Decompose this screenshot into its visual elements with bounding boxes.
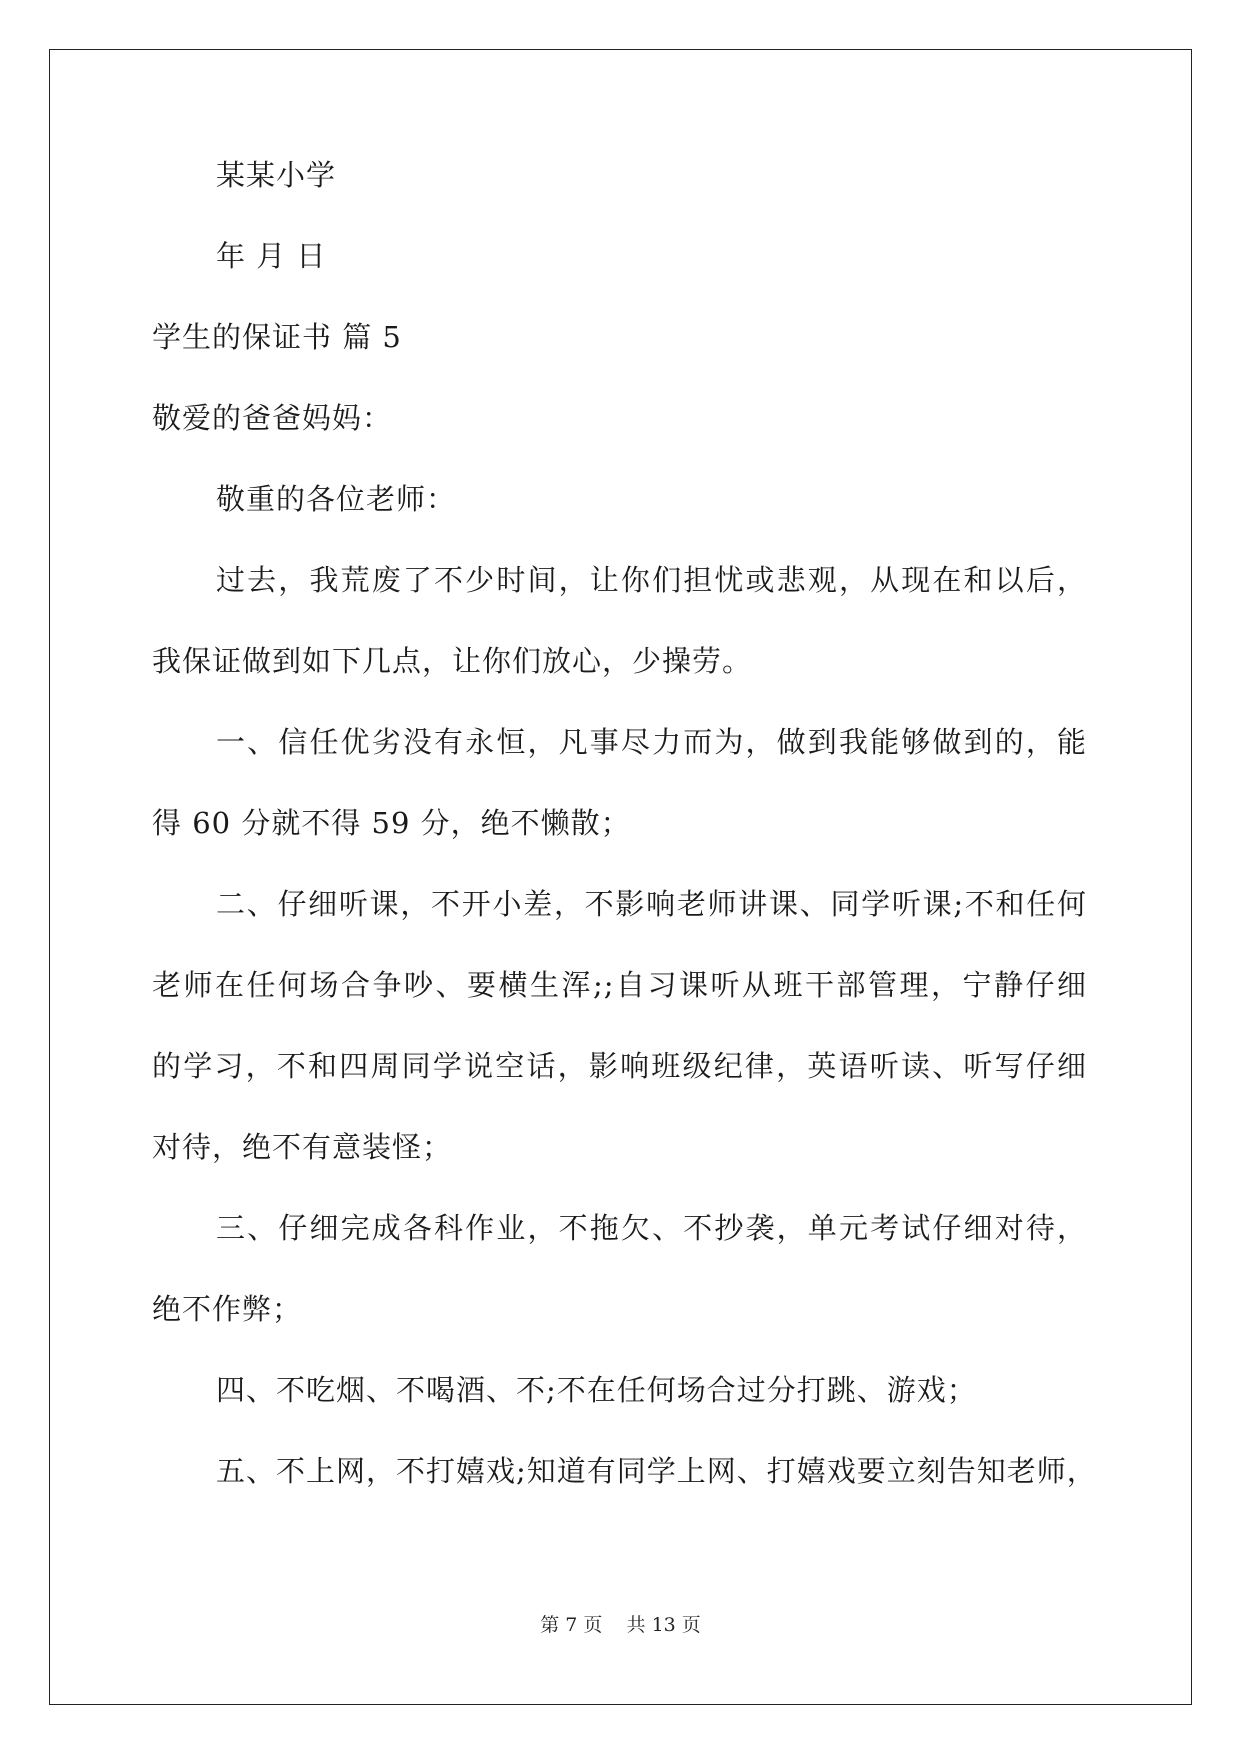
salutation: 敬重的各位老师： xyxy=(216,482,457,516)
text-line: 过去，我荒废了不少时间，让你们担忧或悲观，从现在和以后， xyxy=(216,563,1087,597)
section-heading: 学生的保证书 篇 5 xyxy=(152,320,402,354)
text-line: 某某小学 xyxy=(216,158,337,192)
page-total: 共 13 页 xyxy=(626,1614,701,1636)
text-line: 我保证做到如下几点，让你们放心，少操劳。 xyxy=(152,644,753,678)
page-number: 第 7 页 xyxy=(540,1614,603,1636)
text-line: 对待，绝不有意装怪； xyxy=(152,1130,453,1164)
text-line: 一、信任优劣没有永恒，凡事尽力而为，做到我能够做到的，能 xyxy=(216,725,1087,759)
text-line: 老师在任何场合争吵、要横生浑;;自习课听从班干部管理，宁静仔细 xyxy=(152,968,1087,1002)
text-line: 四、不吃烟、不喝酒、不;不在任何场合过分打跳、游戏； xyxy=(216,1373,977,1407)
text-line: 二、仔细听课，不开小差，不影响老师讲课、同学听课;不和任何 xyxy=(216,887,1087,921)
text-line: 的学习，不和四周同学说空话，影响班级纪律，英语听读、听写仔细 xyxy=(152,1049,1087,1083)
page-footer xyxy=(0,1613,1241,1637)
text-line: 得 60 分就不得 59 分，绝不懒散； xyxy=(152,806,631,840)
text-line: 绝不作弊； xyxy=(152,1292,303,1326)
text-line: 三、仔细完成各科作业，不拖欠、不抄袭，单元考试仔细对待， xyxy=(216,1211,1087,1245)
text-line: 五、不上网，不打嬉戏;知道有同学上网、打嬉戏要立刻告知老师， xyxy=(216,1454,1097,1488)
text-line: 年 月 日 xyxy=(216,239,327,273)
salutation: 敬爱的爸爸妈妈： xyxy=(152,401,393,435)
